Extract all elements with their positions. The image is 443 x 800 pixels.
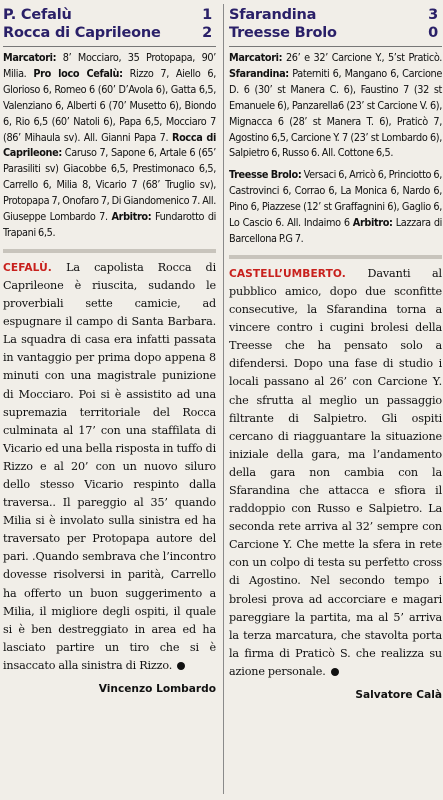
home-team-score: 3: [428, 7, 438, 23]
marcatori-label: Marcatori:: [3, 51, 57, 64]
team-a-lineup: Rizzo 7, Aiello 6, Glorioso 6, Romeo 6 (60’ D’Avola 6), Gatta 6,5, Valenziano 6, Alberti 6 (70’ Musetto 6), Biondo 6, Rio 6,5 (60’ Natoli 6), Papa 6,5, Mocciaro 7 (86’ Mihaula sv). All. Gianni Papa 7.: [3, 66, 216, 144]
arbitro-label: Arbitro:: [111, 210, 152, 224]
away-team-score: 2: [202, 25, 212, 41]
home-team-row: [3, 6, 212, 24]
away-team-name: Rocca di Caprileone: [3, 25, 161, 41]
marcatori-label: Marcatori:: [229, 51, 283, 64]
report-kicker: CASTELL’UMBERTO.: [229, 267, 346, 280]
end-mark-icon: [177, 662, 185, 670]
team-a-lineup: Paterniti 6, Mangano 6, Carcione D. 6 (30’ st Manera C. 6), Faustino 7 (32 st Emanuele 6), Panzarella6 (23’ st Carcione V. 6), Mignacca 6 (28’ st Manera T. 6), Praticò 7, Agostino 6,5, Carcione Y. 7 (23’ st Lombardo 6), Salpietro 6, Russo 6. All. Cottone 6,5.: [229, 66, 442, 160]
home-team-score: 1: [202, 7, 212, 23]
report-body: La capolista Rocca di Caprileone è riuscita, sudando le proverbiali sette camicie, ad espugnare il campo di Santa Barbara. La squadra di casa era infatti passata in vantaggio per prima dopo appena 8 minuti con una magistrale punizione di Mocciaro. Poi si è assistito ad una supremazia territoriale del Rocca culminata al 17’ con una staffilata di Vicario ed una bella risposta in tuffo di Rizzo e al 20’ con un nuovo siluro dello stesso Vicario respinto dalla traversa.. Il pareggio al 35’ quando Milia si è involato sulla sinistra ed ha traversato per Protopapa autore del pari. .Quando sembrava che l’incontro dovesse risolversi in parità, Carrello ha offerto un buon suggerimento a Milia, il migliore degli ospiti, il quale si è ben destreggiato in area ed ha lasciato partire un tiro che si è insaccato alla sinistra di Rizzo.: [3, 260, 216, 672]
home-team-name: Sfarandina: [229, 7, 317, 23]
match-report: [3, 259, 216, 675]
report-byline: Salvatore Calà: [355, 689, 442, 702]
match-tabellino: [3, 50, 216, 241]
team-a-label: Sfarandina:: [229, 66, 289, 80]
team-b-label: Treesse Brolo:: [229, 168, 302, 182]
report-byline: Vincenzo Lombardo: [98, 683, 216, 696]
score-divider: [229, 46, 442, 47]
team-b-lineup: Versaci 6, Arricò 6, Princiotto 6, Castrovinci 6, Corrao 6, La Monica 6, Nardo 6, Pino 6, Piazzese (12’ st Graffagnini 6), Gaglio 6, Lo Cascio 6. All. Indaimo 6: [229, 168, 442, 230]
column-divider: [223, 4, 224, 794]
marcatori-text: 8’ Mocciaro, 35 Protopapa, 90’ Milia.: [3, 51, 216, 80]
match-column-cefalu: [3, 0, 216, 800]
team-a-label: Pro loco Cefalù:: [33, 66, 123, 80]
home-team-row: [229, 6, 438, 24]
score-divider: [3, 46, 216, 47]
section-band: [229, 255, 442, 259]
section-band: [3, 249, 216, 253]
away-team-name: Treesse Brolo: [229, 25, 337, 41]
arbitro-text: Fundarotto di Trapani 6,5.: [3, 210, 216, 239]
match-report: [229, 265, 442, 681]
team-b-lineup: Caruso 7, Sapone 6, Artale 6 (65’ Parasiliti sv) Giacobbe 6,5, Prestimonaco 6,5, Carrello 6, Milia 8, Vicario 7 (68’ Truglio sv), Protopapa 7, Onofaro 7, Di Giandomenico 7. All. Giuseppe Lombardo 7.: [3, 146, 216, 224]
end-mark-icon: [331, 668, 339, 676]
arbitro-label: Arbitro:: [352, 216, 393, 230]
arbitro-text: Lazzara di Barcellona P.G 7.: [229, 216, 442, 245]
away-team-row: [3, 24, 212, 42]
away-team-score: 0: [428, 25, 438, 41]
marcatori-text: 26’ e 32’ Carcione Y., 5’st Praticò.: [282, 51, 442, 64]
team-b-label: Rocca di Caprileone:: [3, 130, 216, 160]
report-body: Davanti al pubblico amico, dopo due sconfitte consecutive, la Sfarandina torna a vincere contro i cugini brolesi della Treesse che ha pensato solo a difendersi. Dopo una fase di studio i locali passano al 26’ con Carcione Y. che sfrutta al meglio un passaggio filtrante di Salpietro. Gli ospiti cercano di riagguantare la situazione iniziale della gara, ma l’andamento della gara non cambia con la Sfarandina che attacca e sfiora il raddoppio con Russo e Salpietro. La seconda rete arriva al 32’ sempre con Carcione Y. Che mette la sfera in rete con un colpo di testa su perfetto cross di Agostino. Nel secondo tempo i brolesi prova ad accorciare e magari pareggiare la partita, ma al 5’ arriva la terza marcatura, che stavolta porta la firma di Praticò S. che realizza su azione personale.: [229, 266, 442, 678]
report-kicker: CEFALÙ.: [3, 261, 52, 274]
match-tabellino: [229, 50, 442, 247]
home-team-name: P. Cefalù: [3, 7, 72, 23]
match-column-sfarandina: [229, 0, 442, 800]
away-team-row: [229, 24, 438, 42]
